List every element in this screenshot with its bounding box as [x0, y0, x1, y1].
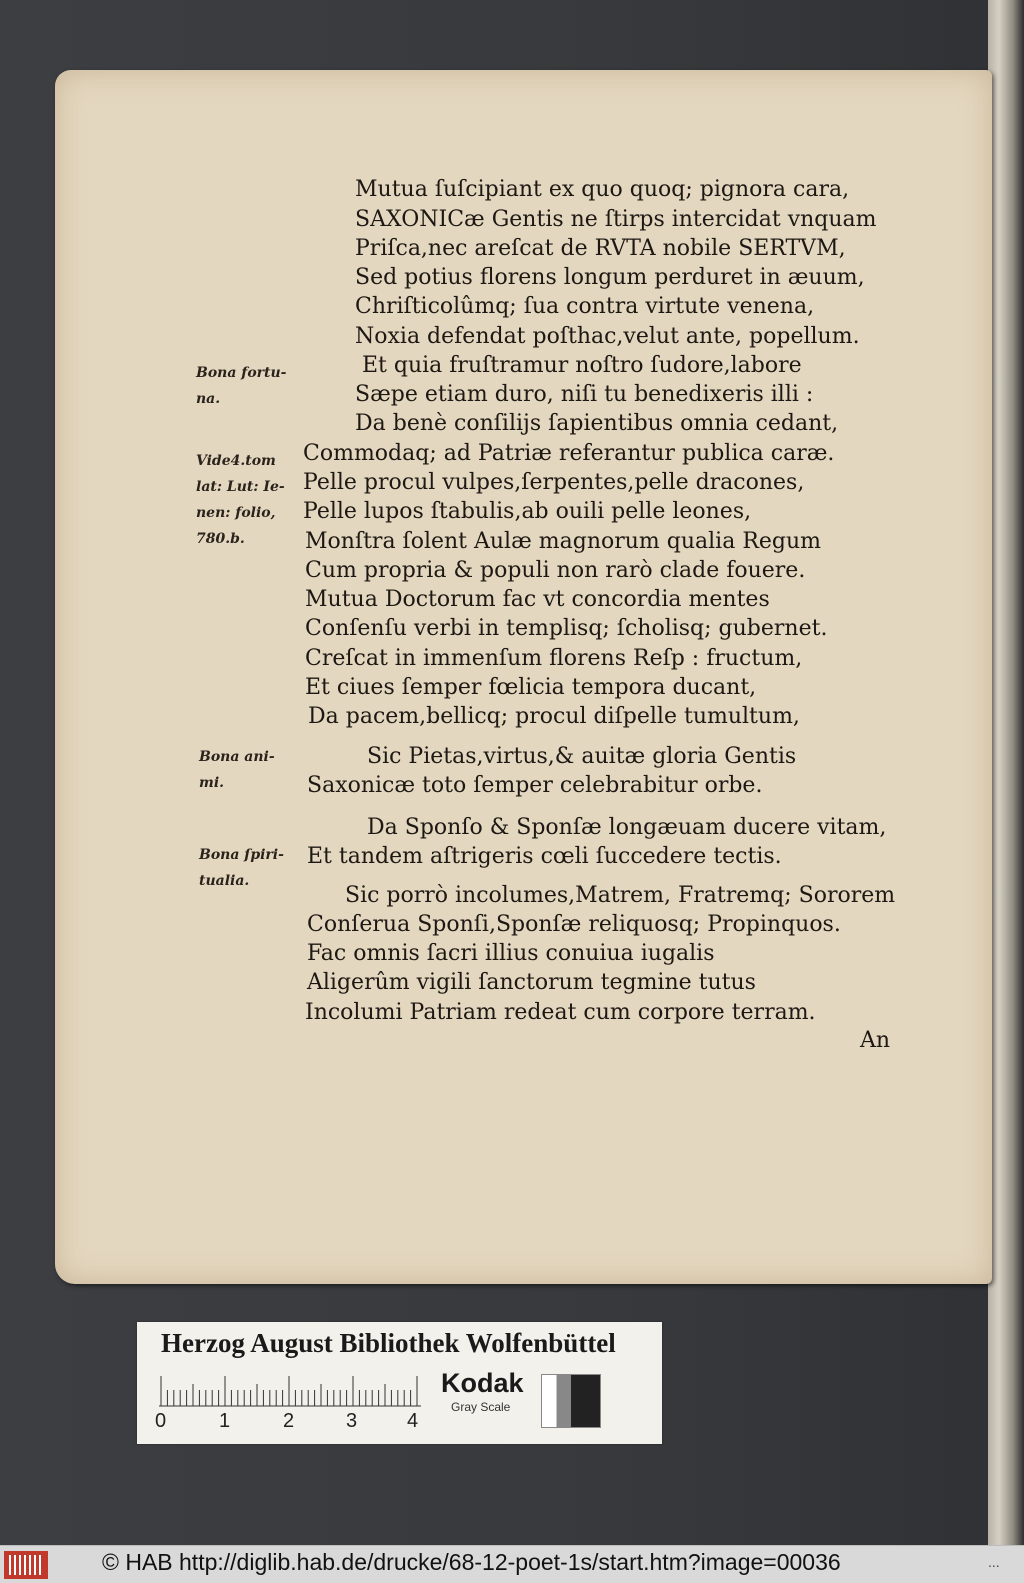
gray-scale-swatch	[541, 1374, 601, 1428]
more-options-icon[interactable]: ...	[988, 1554, 1000, 1570]
verse-line: Mutua Doctorum fac vt concordia mentes	[305, 587, 770, 612]
verse-line: Conſerua Sponſi,Sponſæ reliquosq; Propinquos.	[307, 912, 841, 937]
verse-line: Priſca,nec areſcat de RVTA nobile SERTVM,	[355, 236, 846, 261]
kodak-logo-text: Kodak	[441, 1368, 524, 1398]
copyright-url-link[interactable]: © HAB http://diglib.hab.de/drucke/68-12-poet-1s/start.htm?image=00036	[102, 1549, 841, 1575]
verse-line: Aligerûm vigili ſanctorum tegmine tutus	[307, 970, 756, 995]
margin-note: 780.b.	[196, 531, 245, 547]
ruler-number: 3	[346, 1410, 358, 1432]
verse-line: Sic porrò incolumes,Matrem, Fratremq; Sororem	[345, 883, 896, 908]
verse-line: Saxonicæ toto ſemper celebrabitur orbe.	[307, 773, 763, 798]
verse-line: Da pacem,bellicq; procul diſpelle tumultum,	[308, 704, 800, 729]
verse-line: Incolumi Patriam redeat cum corpore terram.	[305, 1000, 816, 1025]
verse-line: Da benè conſilijs ſapientibus omnia cedant,	[355, 411, 839, 436]
margin-note: nen: folio,	[196, 505, 276, 521]
verse-line: Creſcat in immenſum florens Reſp : fructum,	[305, 646, 803, 671]
verse-line: Mutua ſuſcipiant ex quo quoq; pignora cara,	[355, 177, 850, 202]
book-page	[55, 70, 992, 1284]
ruler-number: 4	[407, 1410, 419, 1432]
gray-scale-label: Gray Scale	[451, 1400, 511, 1414]
margin-note: mi.	[199, 775, 225, 791]
verse-line: Et quia fruſtramur noſtro ſudore,labore	[362, 353, 802, 378]
ruler-number: 0	[155, 1410, 167, 1432]
verse-line: Noxia defendat poſthac,velut ante, popellum.	[355, 324, 860, 349]
catchword: An	[860, 1028, 891, 1053]
verse-line: Cum propria & populi non rarò clade fouere.	[305, 558, 806, 583]
page-edge-strip	[988, 0, 1024, 1545]
verse-line: Commodaq; ad Patriæ referantur publica caræ.	[303, 441, 835, 466]
verse-line: Sæpe etiam duro, niſi tu benedixeris illi :	[355, 382, 814, 407]
verse-line: Fac omnis ſacri illius conuiua iugalis	[307, 941, 715, 966]
library-name: Herzog August Bibliothek Wolfenbüttel	[161, 1328, 616, 1358]
verse-line: Conſenſu verbi in templisq; ſcholisq; gubernet.	[305, 616, 828, 641]
margin-note: Bona ſpiri-	[199, 847, 284, 863]
verse-line: Et ciues ſemper fœlicia tempora ducant,	[305, 675, 757, 700]
verse-line: Sic Pietas,virtus,& auitæ gloria Gentis	[367, 744, 797, 769]
verse-line: Pelle procul vulpes,ſerpentes,pelle dracones,	[303, 470, 805, 495]
margin-note: Bona ani-	[199, 749, 275, 765]
margin-note: tualia.	[199, 873, 250, 889]
margin-note: Bona fortu-	[196, 365, 287, 381]
hab-logo-icon	[4, 1551, 48, 1579]
ruler-number: 1	[219, 1410, 231, 1432]
verse-line: Et tandem aſtrigeris cœli ſuccedere tectis.	[307, 844, 782, 869]
margin-note: lat: Lut: Ie-	[196, 479, 285, 495]
verse-line: Chriſticolûmq; ſua contra virtute venena,	[355, 294, 815, 319]
verse-line: Da Sponſo & Sponſæ longæuam ducere vitam,	[367, 815, 887, 840]
verse-line: Sed potius florens longum perduret in æuum,	[355, 265, 865, 290]
verse-line: Pelle lupos ſtabulis,ab ouili pelle leones,	[303, 499, 752, 524]
margin-note: na.	[196, 391, 221, 407]
footer-bar	[0, 1545, 1024, 1583]
verse-line: SAXONICæ Gentis ne ſtirps intercidat vnquam	[355, 207, 877, 232]
ruler-scale	[159, 1372, 421, 1408]
margin-note: Vide4.tom	[196, 453, 276, 469]
verse-line: Monſtra ſolent Aulæ magnorum qualia Regum	[305, 529, 822, 554]
ruler-number: 2	[283, 1410, 295, 1432]
color-calibration-card	[137, 1322, 662, 1444]
